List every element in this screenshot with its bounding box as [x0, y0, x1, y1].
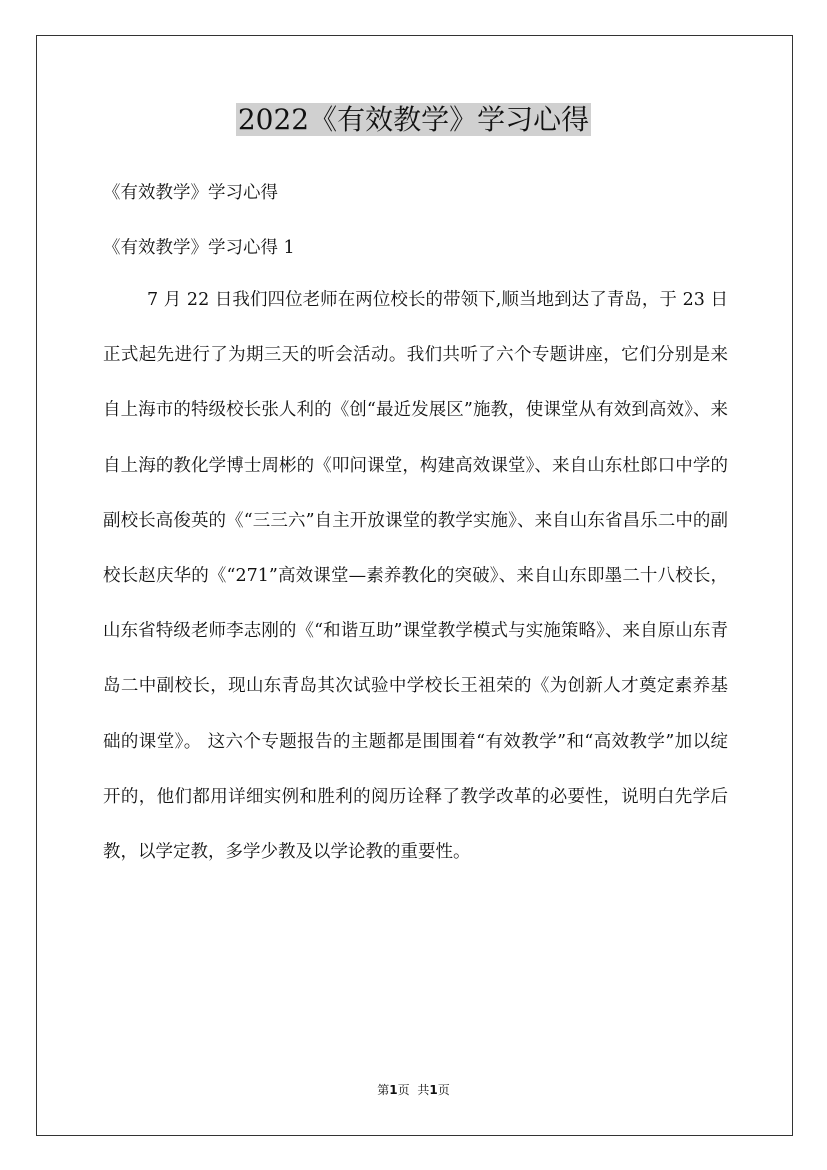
document-title [0, 98, 827, 142]
footer-page-suffix: 页 [397, 1083, 410, 1097]
footer-total-number: 1 [429, 1083, 438, 1097]
footer-total-suffix: 页 [437, 1083, 450, 1097]
document-title-text: 2022《有效教学》学习心得 [237, 103, 590, 136]
body-paragraph: 7 月 22 日我们四位老师在两位校长的带领下,顺当地到达了青岛，于 23 日正式起先进行了为期三天的听会活动。我们共听了六个专题讲座，它们分别是来自上海市的特级校长张人利的《创“最近发展区”施教，使课堂从有效到高效》、来自上海的教化学博士周彬的《叩问课堂，构建高效课堂》、来自山东杜郎口中学的副校长高俊英的《“三三六”自主开放课堂的教学实施》、来自山东省昌乐二中的副校长赵庆华的《“271”高效课堂—素养教化的突破》、来自山东即墨二十八校长，山东省特级老师李志刚的《“和谐互助”课堂教学模式与实施策略》、来自原山东青岛二中副校长，现山东青岛其次试验中学校长王祖荣的《为创新人才奠定素养基础的课堂》。 这六个专题报告的主题都是围围着“有效教学”和“高效教学”加以绽开的，他们都用详细实例和胜利的阅历诠释了教学改革的必要性，说明白先学后教，以学定教，多学少教及以学论教的重要性。 [103, 290, 728, 863]
section-heading: 《有效教学》学习心得 1 [103, 238, 295, 258]
footer-page-number: 1 [389, 1083, 398, 1097]
footer-page-prefix: 第 [377, 1083, 390, 1097]
document-subtitle: 《有效教学》学习心得 [103, 183, 278, 203]
page-footer [0, 1082, 827, 1098]
footer-total-prefix: 共 [417, 1083, 430, 1097]
